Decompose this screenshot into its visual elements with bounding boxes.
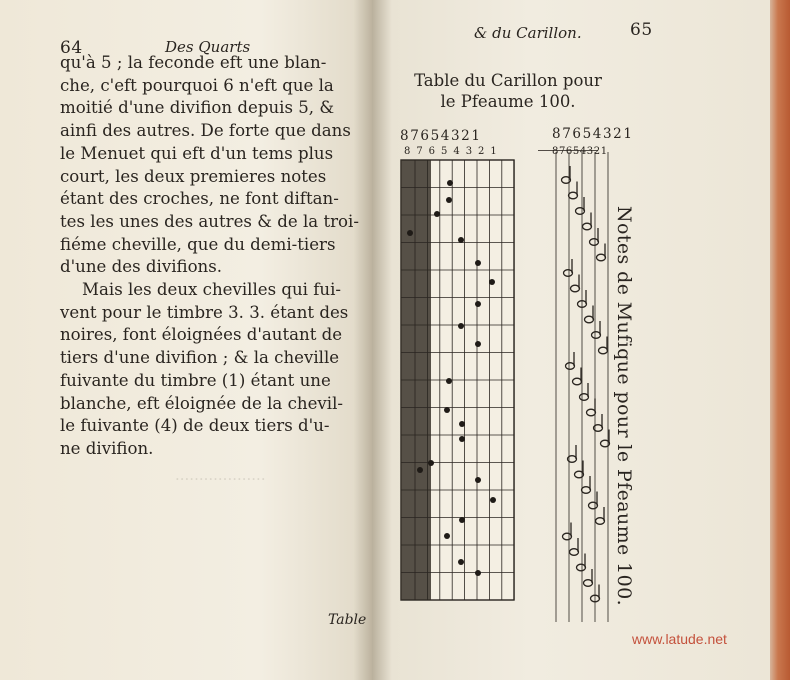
music-staff	[556, 152, 610, 622]
vertical-caption: Notes de Mufique pour le Pfeaume 100.	[613, 206, 635, 607]
staff-numbers-large: 87654321	[552, 126, 634, 142]
right-folio: 65	[630, 20, 653, 40]
barrel-peg	[446, 197, 452, 203]
barrel-numbers-small: 8 7 6 5 4 3 2 1	[404, 146, 499, 157]
line: Mais les deux chevilles qui fui-	[82, 280, 342, 300]
line: ainfi des autres. De forte que dans	[60, 121, 351, 141]
table-title-line: le Pfeaume 100.	[440, 92, 576, 111]
page-edge	[770, 0, 790, 680]
barrel-peg	[407, 230, 413, 236]
barrel-peg	[458, 323, 464, 329]
line: fiéme cheville, que du demi-tiers	[60, 234, 336, 254]
barrel-peg	[475, 341, 481, 347]
staff-note	[580, 394, 589, 401]
line: le Menuet qui eft d'un tems plus	[60, 143, 334, 163]
barrel-peg	[459, 517, 465, 523]
line: fuivante du timbre (1) étant une	[60, 370, 331, 390]
barrel-grid	[401, 160, 514, 600]
staff-note	[592, 332, 601, 339]
line: ne divifion.	[60, 438, 154, 458]
staff-note	[573, 378, 582, 385]
barrel-peg	[434, 211, 440, 217]
barrel-peg	[444, 407, 450, 413]
barrel-peg	[475, 570, 481, 576]
line: court, les deux premieres notes	[60, 166, 327, 186]
line: d'une des divifions.	[60, 257, 223, 277]
left-running-head: Des Quarts	[165, 38, 251, 56]
staff-note	[563, 533, 572, 540]
barrel-peg	[447, 180, 453, 186]
barrel-peg	[489, 279, 495, 285]
line: qu'à 5 ; la feconde eft une blan-	[60, 53, 327, 72]
staff-note	[596, 518, 605, 525]
line: noires, font éloignées d'autant de	[60, 325, 343, 345]
barrel-peg	[417, 467, 423, 473]
staff-note	[570, 549, 579, 556]
staff-note	[583, 223, 592, 230]
staff-note	[566, 363, 575, 370]
staff-note	[587, 409, 596, 416]
line: tes les unes des autres & de la troi-	[60, 211, 359, 231]
staff-note	[571, 285, 580, 292]
watermark: www.latude.net	[632, 631, 727, 647]
barrel-peg	[458, 237, 464, 243]
staff-note	[584, 580, 593, 587]
staff-note	[576, 208, 585, 215]
barrel-peg	[475, 477, 481, 483]
barrel-peg	[475, 301, 481, 307]
staff-note	[577, 564, 586, 571]
line: étant des croches, ne font diftan-	[60, 189, 339, 209]
staff-note	[582, 487, 591, 494]
line: blanche, eft éloignée de la chevil-	[60, 393, 344, 413]
table-title-line: Table du Carillon pour	[414, 71, 602, 90]
staff-note	[589, 502, 598, 509]
barrel-peg	[428, 460, 434, 466]
left-page: ··················· 64 Des Quarts qu'à 5 ; la feconde eft une blan- che, c'eft pourquoi 6 n'eft que la moitié d'une divifion depuis 5, & ainfi des autres. De forte que dans le Menuet qui eft d'un tems plus court, les deux premieres notes étant des croches, ne font diftan- tes les unes des autres & de la troi- fiéme cheville, que du demi-tiers d'une des divifions. Mais les deux chevilles qui fui- vent pour le timbre 3. 3. étant des noires, font éloignées d'autant de tiers d'une divifion ; & la cheville fuivante du timbre (1) étant une blanche, eft éloignée de la chevil- le fuivante (4) de deux tiers d'u- ne divifion. Table	[0, 0, 372, 680]
barrel-numbers-large: 87654321	[400, 128, 482, 144]
line: tiers d'une divifion ; & la cheville	[60, 348, 340, 368]
staff-note	[569, 192, 578, 199]
catchword: Table	[328, 612, 367, 628]
barrel-peg	[459, 436, 465, 442]
barrel-peg	[459, 421, 465, 427]
right-running-head: & du Carillon.	[474, 24, 582, 42]
staff-note	[564, 270, 573, 277]
barrel-peg	[475, 260, 481, 266]
line: vent pour le timbre 3. 3. étant des	[60, 302, 349, 322]
left-folio: 64	[60, 38, 83, 58]
staff-note	[597, 254, 606, 261]
barrel-peg	[446, 378, 452, 384]
barrel-peg	[490, 497, 496, 503]
staff-note	[585, 316, 594, 323]
line: che, c'eft pourquoi 6 n'eft que la	[60, 75, 334, 95]
staff-numbers-small: 87654321	[552, 146, 608, 157]
line: le fuivante (4) de deux tiers d'u-	[60, 416, 330, 436]
staff-note	[590, 239, 599, 246]
line: moitié d'une divifion depuis 5, &	[60, 98, 335, 118]
staff-note	[599, 347, 608, 354]
barrel-peg	[444, 533, 450, 539]
barrel-peg	[458, 559, 464, 565]
